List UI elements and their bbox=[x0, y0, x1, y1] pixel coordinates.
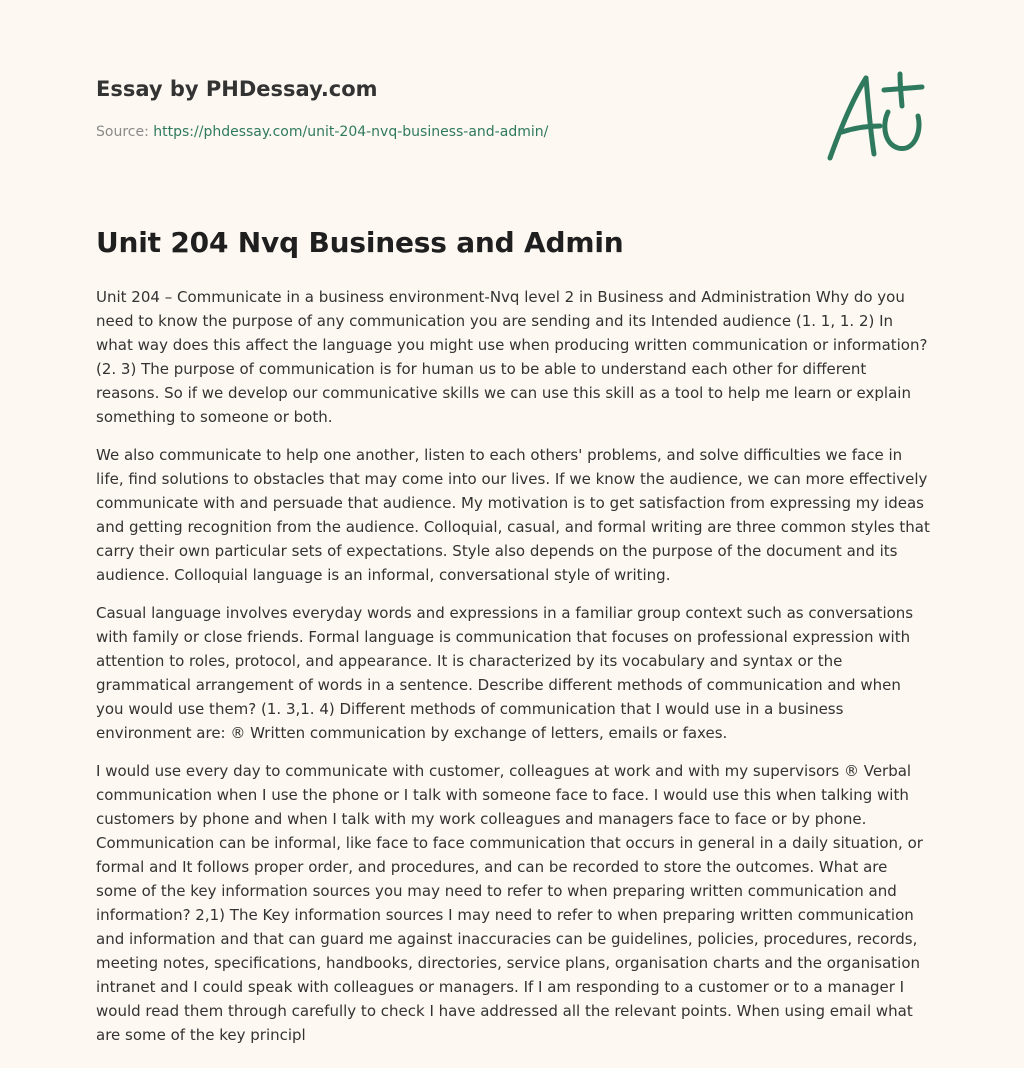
article-title: Unit 204 Nvq Business and Admin bbox=[96, 226, 624, 259]
paragraph: Unit 204 – Communicate in a business environment-Nvq level 2 in Business and Administration Why do you need to know the purpose of any communication you are sending and its Intended audience (1. 1, 1. 2) In what way does this affect the language you might use when producing written communication or information? (2. 3) The purpose of communication is for human us to be able to understand each other for different reasons. So if we develop our communicative skills we can use this skill as a tool to help me learn or explain something to someone or both. bbox=[96, 288, 928, 426]
site-brand: Essay by PHDessay.com bbox=[96, 77, 378, 101]
paragraph: We also communicate to help one another, listen to each others' problems, and solve difficulties we face in life, find solutions to obstacles that may come into our lives. If we know the audience, we can more effectively communicate with and persuade that audience. My motivation is to get satisfaction from expressing my ideas and getting recognition from the audience. Colloquial, casual, and formal writing are three common styles that carry their own particular sets of expectations. Style also depends on the purpose of the document and its audience. Colloquial language is an informal, conversational style of writing. bbox=[96, 446, 930, 584]
source-link[interactable]: https://phdessay.com/unit-204-nvq-business-and-admin/ bbox=[153, 124, 549, 140]
article-body bbox=[96, 285, 932, 1061]
paragraph: Casual language involves everyday words and expressions in a familiar group context such as conversations with family or close friends. Formal language is communication that focuses on professional expression with attention to roles, protocol, and appearance. It is characterized by its vocabulary and syntax or the grammatical arrangement of words in a sentence. Describe different methods of communication and when you would use them? (1. 3,1. 4) Different methods of communication that I would use in a business environment are: ® Written communication by exchange of letters, emails or faxes. bbox=[96, 604, 914, 742]
a-plus-logo-icon bbox=[822, 68, 926, 164]
paragraph: I would use every day to communicate with customer, colleagues at work and with my supervisors ® Verbal communication when I use the phone or I talk with someone face to face. I would use this when talking with customers by phone and when I talk with my work colleagues and managers face to face or by phone. Communication can be informal, like face to face communication that occurs in general in a daily situation, or formal and It follows proper order, and procedures, and can be recorded to store the outcomes. What are some of the key information sources you may need to refer to when preparing written communication and information? 2,1) The Key information sources I may need to refer to when preparing written communication and information and that can guard me against inaccuracies can be guidelines, policies, procedures, records, meeting notes, specifications, handbooks, directories, service plans, organisation charts and the organisation intranet and I could speak with colleagues or managers. If I am responding to a customer or to a manager I would read them through carefully to check I have addressed all the relevant points. When using email what are some of the key principl bbox=[96, 762, 923, 1044]
source-label: Source: bbox=[96, 124, 149, 140]
source-line bbox=[96, 124, 548, 140]
